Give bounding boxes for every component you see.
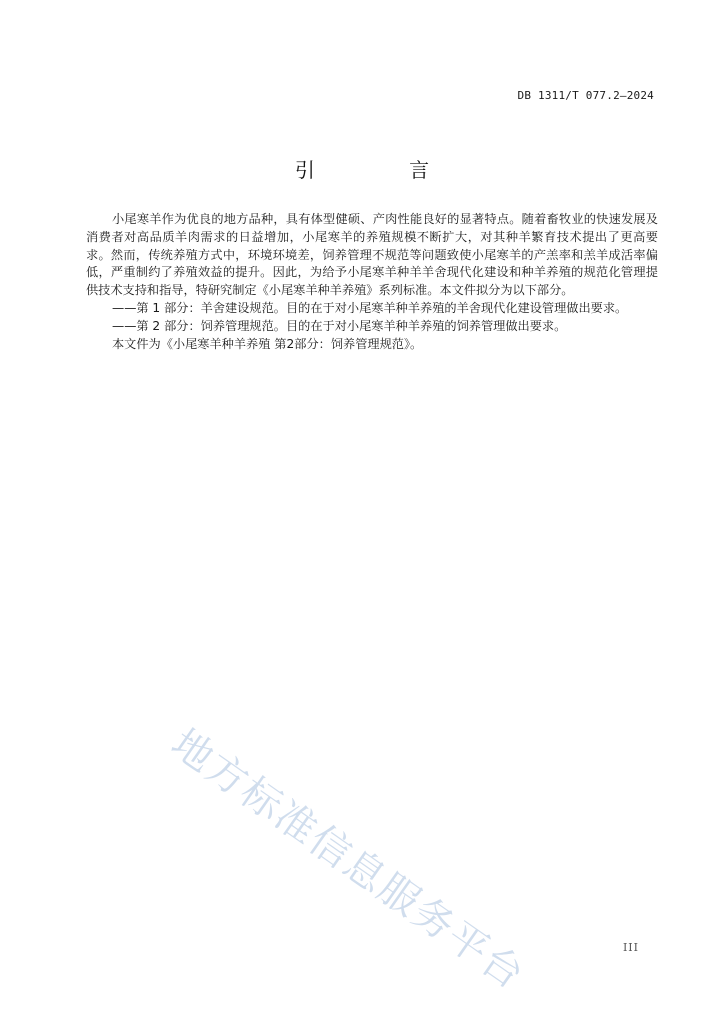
page-number: III [622, 941, 639, 954]
document-id: DB 1311/T 077.2—2024 [517, 89, 654, 102]
document-body [86, 211, 658, 353]
intro-paragraph: 小尾寒羊作为优良的地方品种，具有体型健硕、产肉性能良好的显著特点。随着畜牧业的快速发展及消费者对高品质羊肉需求的日益增加，小尾寒羊的养殖规模不断扩大，对其种羊繁育技术提出了更高要求。然而，传统养殖方式中，环境环境差，饲养管理不规范等问题致使小尾寒羊的产羔率和羔羊成活率偏低，严重制约了养殖效益的提升。因此，为给予小尾寒羊种羊羊舍现代化建设和种羊养殖的规范化管理提供技术支持和指导，特研究制定《小尾寒羊种羊养殖》系列标准。本文件拟分为以下部分。 [86, 212, 658, 298]
part-2-item: ——第 2 部分：饲养管理规范。目的在于对小尾寒羊种羊养殖的饲养管理做出要求。 [112, 318, 567, 333]
part-1-item: ——第 1 部分：羊舍建设规范。目的在于对小尾寒羊种羊养殖的羊舍现代化建设管理做出要求。 [112, 300, 628, 315]
closing-paragraph: 本文件为《小尾寒羊种羊养殖 第2部分：饲养管理规范》。 [112, 336, 423, 351]
section-title: 引 言 [294, 158, 474, 182]
watermark: 地方标准信息服务平台 [162, 720, 534, 1000]
